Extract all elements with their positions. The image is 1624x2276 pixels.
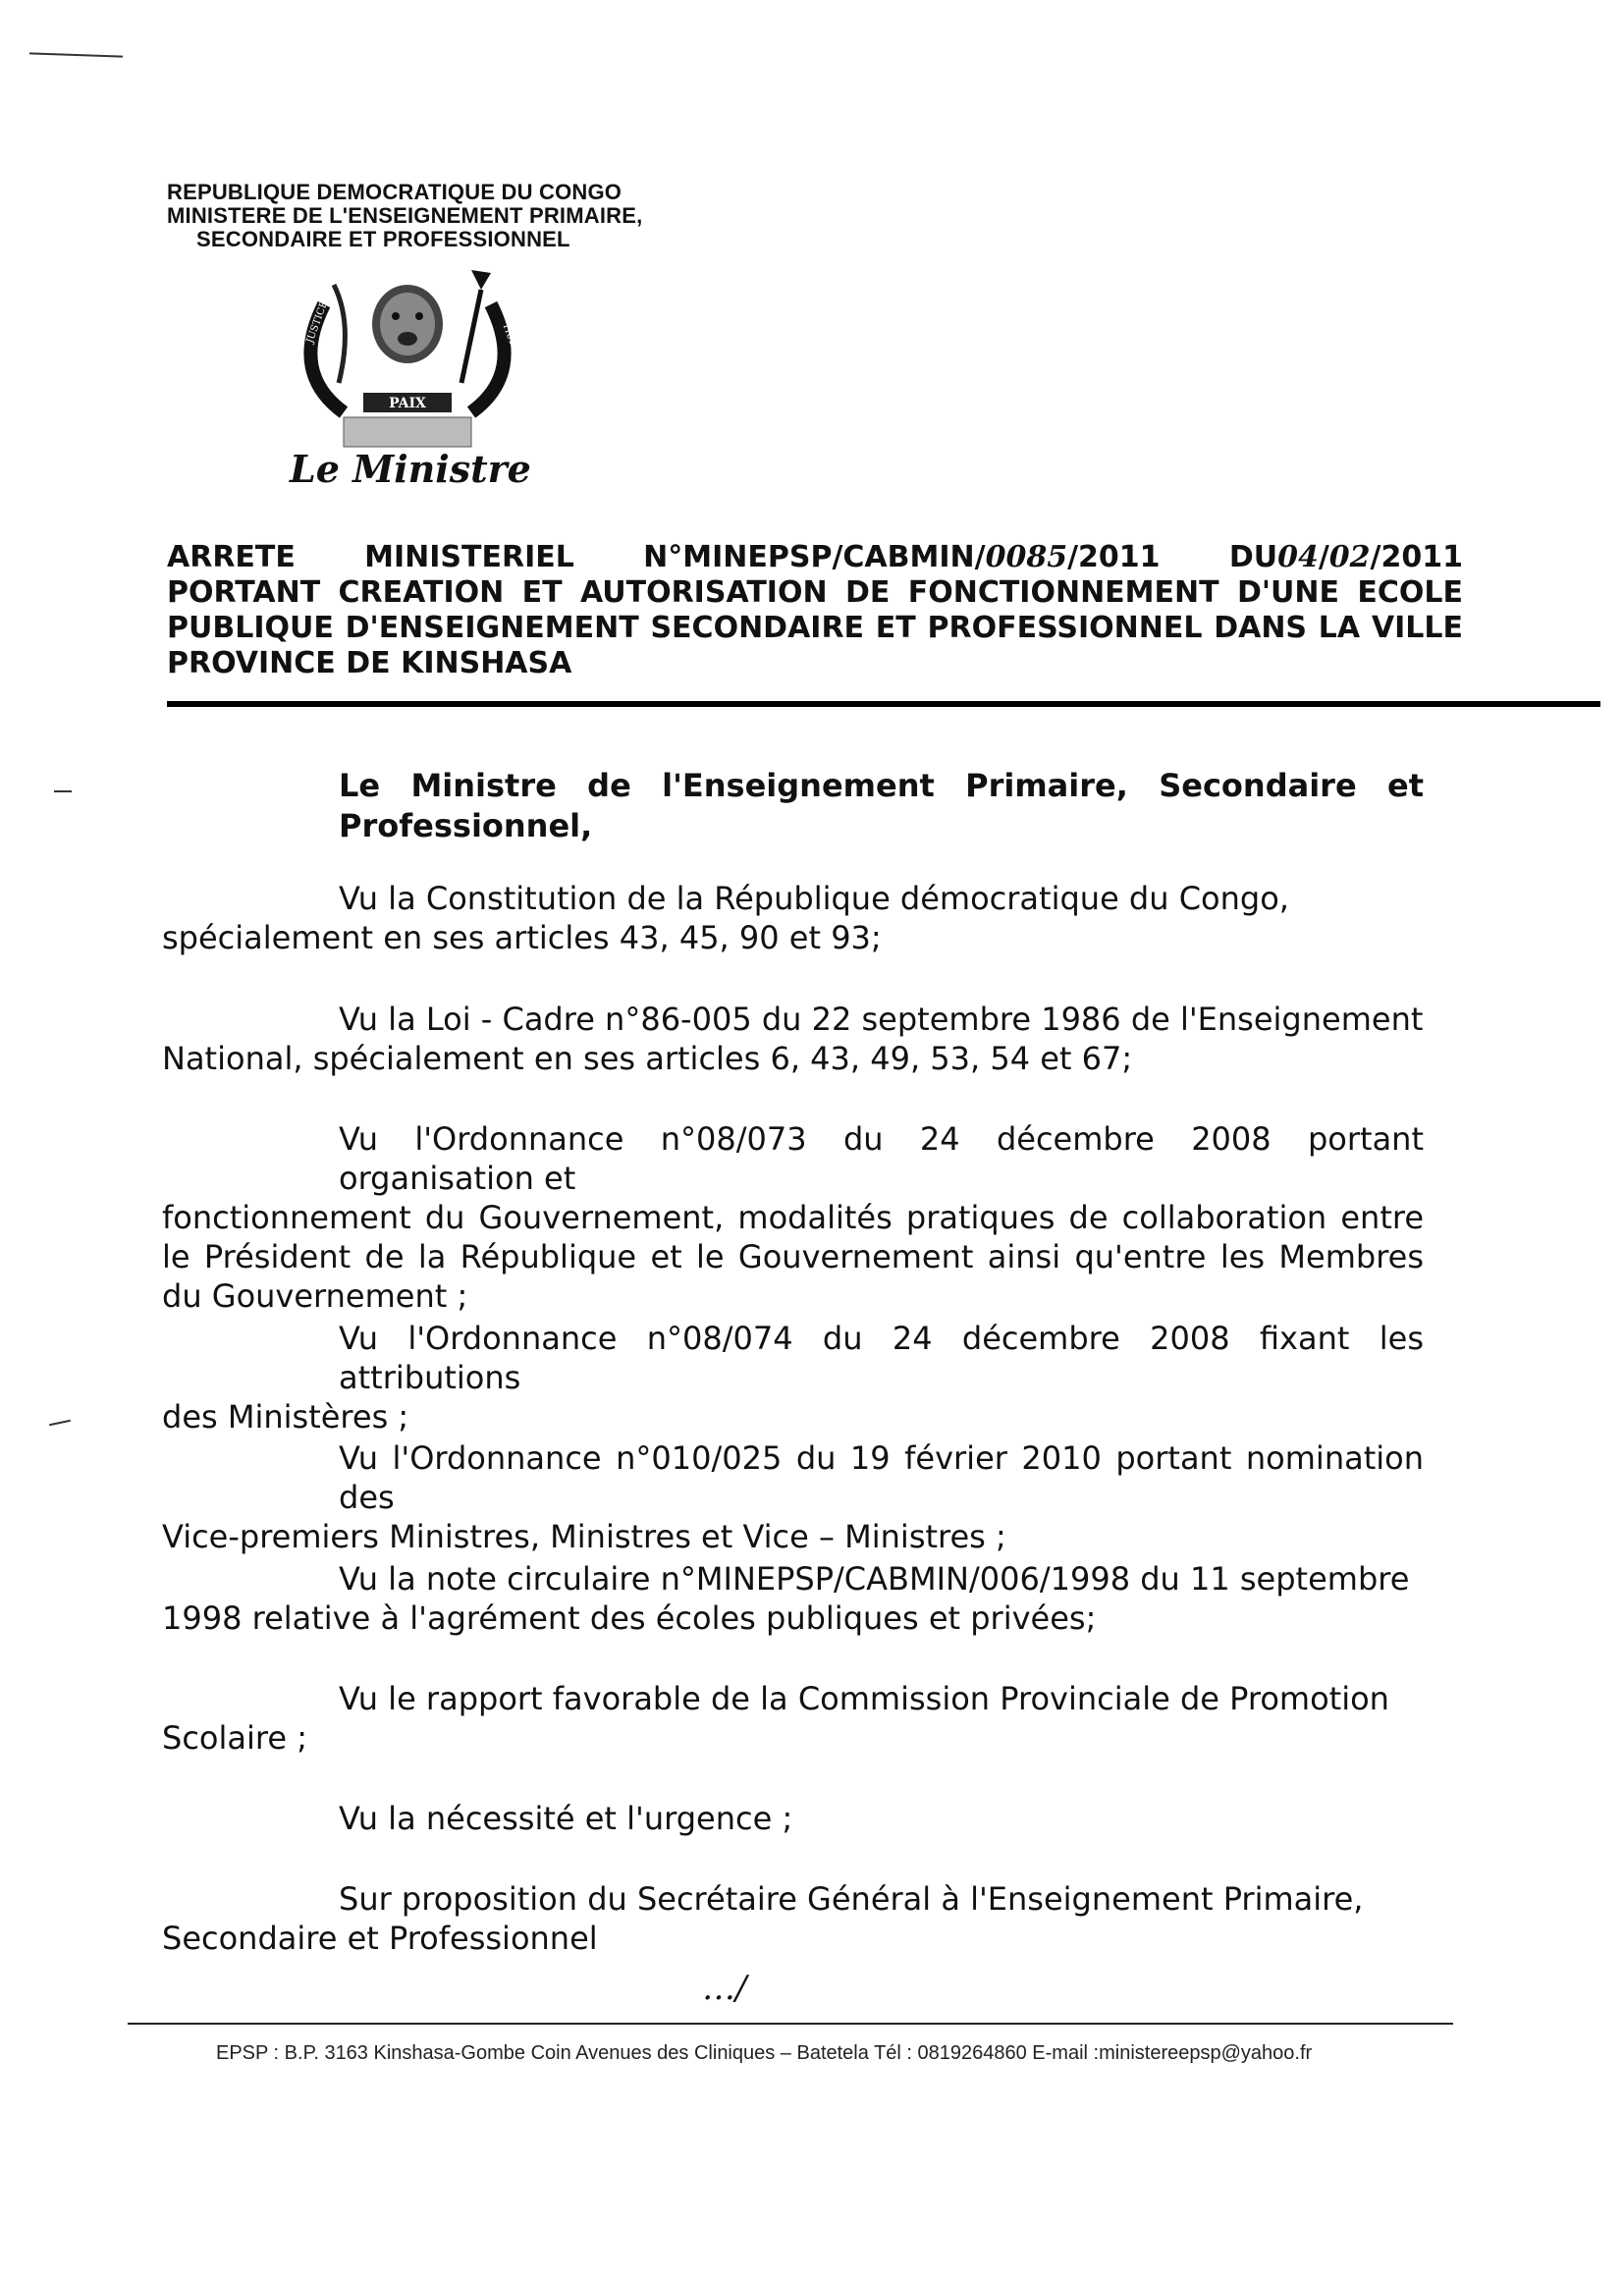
consideration-note-circulaire: Vu la note circulaire n°MINEPSP/CABMIN/006/1998 du 11 septembre 1998 relative à l'agrément des écoles publiques et privées; [162, 1560, 1410, 1637]
scan-mark [29, 52, 123, 57]
title-divider [167, 701, 1600, 707]
consideration-urgence: Vu la nécessité et l'urgence ; [339, 1800, 793, 1837]
title-row-3: PUBLIQUE D'ENSEIGNEMENT SECONDAIRE ET PROFESSIONNEL DANS LA VILLE [167, 611, 1463, 645]
title-row-2: PORTANT CREATION ET AUTORISATION DE FONCTIONNEMENT D'UNE ECOLE [167, 575, 1463, 610]
decree-title [167, 540, 1463, 681]
consideration-loi-cadre: Vu la Loi - Cadre n°86-005 du 22 septembre 1986 de l'Enseignement National, spécialement en ses articles 6, 43, 49, 53, 54 et 67; [162, 1001, 1424, 1077]
coat-of-arms-emblem [285, 265, 530, 461]
continuation-mark: …/ [702, 1969, 747, 2008]
motto-left: JUSTICE [304, 299, 331, 346]
consideration-rapport: Vu le rapport favorable de la Commission Provinciale de Promotion Scolaire ; [162, 1680, 1389, 1757]
decree-number: N°MINEPSP/CABMIN/0085/2011 [643, 540, 1161, 574]
consideration-constitution: Vu la Constitution de la République démocratique du Congo, spécialement en ses articles 43, 45, 90 et 93; [162, 880, 1289, 956]
scan-mark [54, 790, 72, 792]
title-row-1 [167, 540, 1463, 575]
consideration-proposition: Sur proposition du Secrétaire Général à l'Enseignement Primaire, Secondaire et Professionnel [162, 1880, 1364, 1957]
header-country: REPUBLIQUE DEMOCRATIQUE DU CONGO [167, 180, 623, 204]
consideration-ordonnance-08-074: Vu l'Ordonnance n°08/074 du 24 décembre 2008 fixant les attributions des Ministères ; [162, 1320, 1424, 1436]
signature-label: Le Ministre [290, 447, 531, 491]
motto-center: PAIX [389, 396, 426, 411]
title-word-arrete: ARRETE [167, 540, 296, 574]
header-ministry-2: SECONDAIRE ET PROFESSIONNEL [196, 227, 570, 251]
title-word-ministeriel: MINISTERIEL [364, 540, 574, 574]
consideration-ordonnance-010-025: Vu l'Ordonnance n°010/025 du 19 février 2010 portant nomination des Vice-premiers Ministres, Ministres et Vice – Ministres ; [162, 1439, 1424, 1555]
consideration-ordonnance-08-073: Vu l'Ordonnance n°08/073 du 24 décembre 2008 portant organisation et fonctionnement du Gouvernement, modalités pratiques de collaboration entre le Président de la République et le Gouvernement ainsi qu'entre les Membres du Gouvernement ; [162, 1120, 1424, 1315]
footer-divider [128, 2023, 1453, 2025]
minister-intro: Le Ministre de l'Enseignement Primaire, Secondaire et Professionnel, [339, 767, 1424, 844]
handwritten-day: 04 [1277, 540, 1319, 574]
handwritten-number: 0085 [985, 540, 1068, 574]
header-ministry: MINISTERE DE L'ENSEIGNEMENT PRIMAIRE, [167, 203, 643, 228]
decree-date: DU04/02/2011 [1228, 540, 1463, 574]
footer-address: EPSP : B.P. 3163 Kinshasa-Gombe Coin Avenues des Cliniques – Batetela Tél : 0819264860 E-mail :ministereepsp@yahoo.fr [216, 2042, 1313, 2064]
handwritten-month: 02 [1328, 540, 1371, 574]
scan-mark [49, 1420, 71, 1427]
motto-right: TRAVAIL [500, 321, 526, 367]
title-row-4: PROVINCE DE KINSHASA [167, 646, 572, 680]
